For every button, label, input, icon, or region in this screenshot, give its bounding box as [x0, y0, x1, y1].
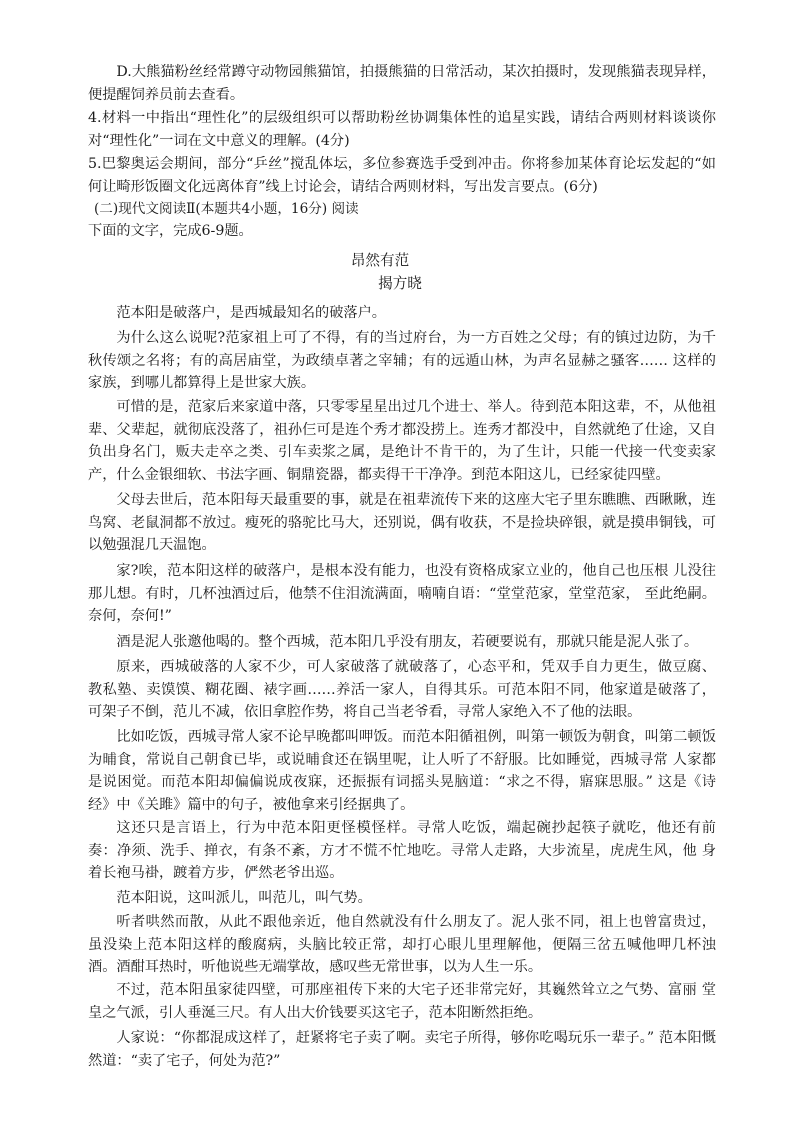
story-paragraph: 原来，西城破落的人家不少，可人家破落了就破落了，心态平和，凭双手自力更生，做豆腐、 教私塾、卖馍馍、糊花圈、裱字画……养活一家人，自得其乐。可范本阳不同，他家道是破落了， 可架子不倒，范儿不减，依旧拿腔作势，将自己当老爷看，寻常人家绝入不了他的法眼。 — [88, 659, 716, 721]
story-title: 昂然有范 — [350, 252, 410, 269]
section-instruction: 下面的文字，完成6-9题。 — [88, 223, 253, 239]
story-paragraph: 这还只是言语上，行为中范本阳更怪模怪样。寻常人吃饭，端起碗抄起筷子就吃，他还有前 奏：净须、洗手、掸衣，有条不紊，方才不慌不忙地吃。寻常人走路，大步流星，虎虎生风，他 身着长袍马褂，踱着方步，俨然老爷出巡。 — [88, 820, 716, 882]
story-paragraph: 比如吃饭，西城寻常人家不论早晚都叫呷饭。而范本阳循祖例，叫第一顿饭为朝食，叫第二顿饭为晡食，常说自己朝食已毕，或说晡食还在锅里呢，让人听了不舒服。比如睡觉，西城寻常 人家都是说困觉。而范本阳却偏偏说成夜寐，还振振有词摇头晃脑道：“求之不得，寤寐思服。” 这是《诗经》中《关雎》篇中的句子，被他拿来引经据典了。 — [88, 729, 716, 813]
question-4: 4.材料一中指出“理性化”的层级组织可以帮助粉丝协调集体性的追星实践，请结合两则材料谈谈你对“理性化”一词在文中意义的理解。(4分) — [88, 110, 716, 149]
story-author: 揭方晓 — [378, 275, 422, 292]
story-paragraph: 范本阳说，这叫派儿，叫范儿，叫气势。 — [116, 890, 372, 906]
story-paragraph: 可惜的是，范家后来家道中落，只零零星星出过几个进士、举人。待到范本阳这辈，不，从他祖辈、父辈起，就彻底没落了，祖孙仨可是连个秀才都没捞上。连秀才都没中，自然就绝了仕途，又自负出身名门，贩夫走卒之类、引车卖浆之属，是绝计不肯干的，为了生计，只能一代接一代变卖家产，什么金银细软、书法字画、铜鼎瓷器，都卖得干干净净。到范本阳这儿，已经家徒四壁。 — [88, 399, 716, 483]
story-paragraph: 听者哄然而散，从此不跟他亲近，他自然就没有什么朋友了。泥人张不同，祖上也曾富贵过， 虽没染上范本阳这样的酸腐病，头脑比较正常，却打心眼儿里理解他，便隔三岔五喊他呷几杯浊 酒。酒酣耳热时，听他说些无端掌故，感叹些无常世事，以为人生一乐。 — [88, 914, 716, 976]
question-3-option-d: D.大熊猫粉丝经常蹲守动物园熊猫馆，拍摄熊猫的日常活动，某次拍摄时，发现熊猫表现异样，便提醒饲养员前去查看。 — [88, 64, 716, 103]
story-paragraph: 范本阳是破落户，是西城最知名的破落户。 — [116, 305, 386, 321]
question-5: 5.巴黎奥运会期间，部分“乒丝”搅乱体坛，多位参赛选手受到冲击。你将参加某体育论坛发起的“如何让畸形饭圈文化远离体育”线上讨论会，请结合两则材料，写出发言要点。(6分) — [88, 156, 716, 195]
story-paragraph: 父母去世后，范本阳每天最重要的事，就是在祖辈流传下来的这座大宅子里东瞧瞧、西瞅瞅，连鸟窝、老鼠洞都不放过。瘦死的骆驼比马大，还别说，偶有收获，不是捡块碎银，就是摸串铜钱，可以勉强混几天温饱。 — [88, 492, 716, 554]
story-paragraph: 不过，范本阳虽家徒四壁，可那座祖传下来的大宅子还非常完好，其巍然耸立之气势、富丽 堂皇之气派，引人垂涎三尺。有人出大价钱要买这宅子，范本阳断然拒绝。 — [88, 982, 716, 1021]
section-heading: (二)现代文阅读Ⅱ(本题共4小题，16分) 阅读 — [94, 201, 359, 217]
story-paragraph: 为什么这么说呢?范家祖上可了不得，有的当过府台，为一方百姓之父母；有的镇过边防，为千秋传颂之名将；有的高居庙堂，为政绩卓著之宰辅；有的远遁山林，为声名显赫之骚客…… 这样的家族，到哪儿都算得上是世家大族。 — [88, 330, 716, 392]
story-paragraph: 家?唉，范本阳这样的破落户，是根本没有能力，也没有资格成家立业的，他自己也压根 儿没往那儿想。有时，几杯浊酒过后，他禁不住泪流满面，喃喃自语：“堂堂范家，堂堂范家， 至此绝嗣。奈何，奈何!” — [88, 563, 716, 625]
story-paragraph: 酒是泥人张邀他喝的。整个西城，范本阳几乎没有朋友，若硬要说有，那就只能是泥人张了。 — [116, 634, 699, 650]
story-paragraph: 人家说：“你都混成这样了，赶紧将宅子卖了啊。卖宅子所得，够你吃喝玩乐一辈子。” 范本阳慨然道：“卖了宅子，何处为范?” — [88, 1030, 716, 1069]
